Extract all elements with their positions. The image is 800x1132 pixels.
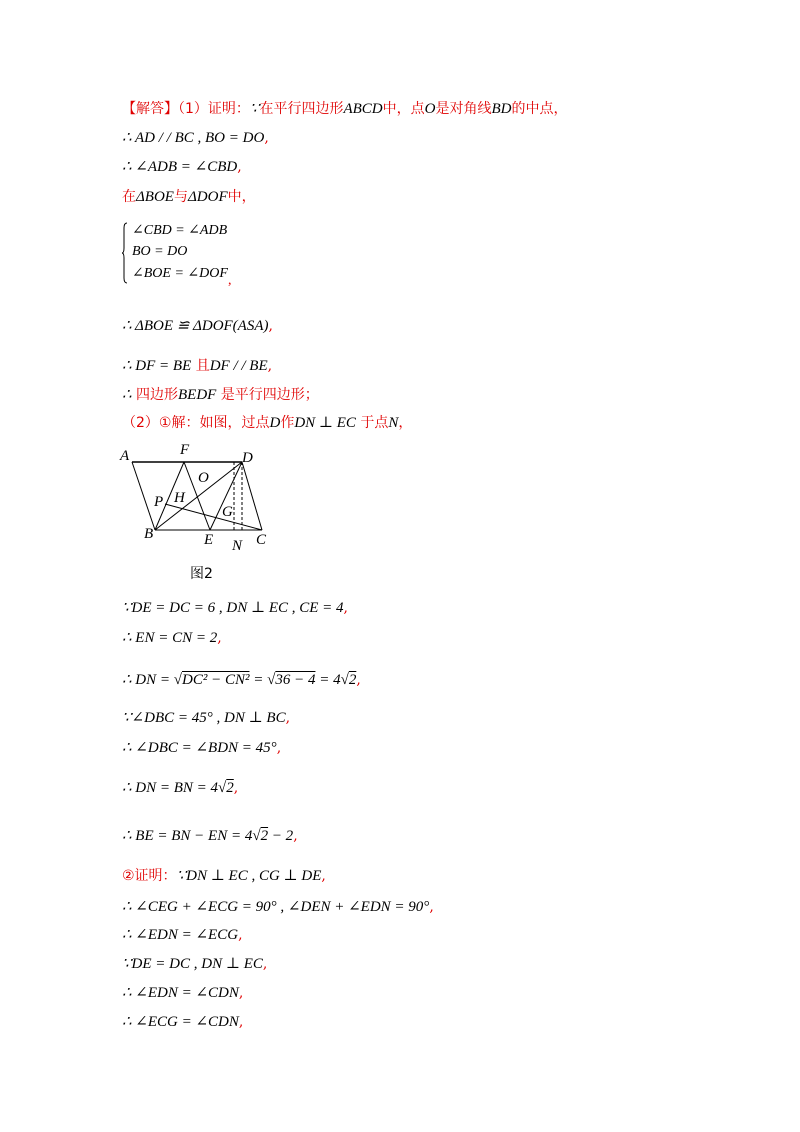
segment-dc [242, 462, 262, 530]
proof-line [122, 897, 434, 917]
sqrt-icon: √ [267, 672, 276, 688]
math: N [388, 415, 399, 431]
punct: , [429, 899, 434, 915]
point-label-a: A [120, 448, 130, 464]
text: 是对角线 [435, 101, 492, 117]
figure-caption: 图2 [190, 566, 213, 582]
radicand: 2 [226, 780, 234, 796]
part2b-label: ②证明： [122, 868, 177, 884]
math: ∵DE = DC , DN ⊥ EC [122, 956, 263, 972]
proof-line [122, 670, 361, 690]
punct: , [343, 600, 348, 616]
text: 是平行四边形； [220, 387, 319, 403]
text: ， [398, 415, 413, 431]
text: 在 [122, 189, 136, 205]
text: 的中点， [511, 101, 568, 117]
punct: , [321, 868, 326, 884]
proof-line [122, 983, 243, 1003]
system-row: ∠BOE = ∠DOF [132, 266, 228, 281]
text: 中，点 [382, 101, 425, 117]
proof-line [122, 316, 273, 336]
math: O [424, 101, 436, 117]
radicand: 36 − 4 [275, 672, 316, 688]
math: ∴ EN = CN = 2 [122, 630, 218, 646]
proof-line [122, 598, 348, 618]
math: ∴ DN = BN = 4 [122, 780, 219, 796]
math: = [249, 672, 268, 688]
proof-line [122, 708, 290, 728]
math: ∴ BE = BN − EN = 4 [122, 828, 253, 844]
point-label-p: P [154, 494, 164, 510]
math: − 2 [268, 828, 294, 844]
math: ∴ ΔBOE ≌ ΔDOF(ASA) [122, 318, 269, 334]
math: ∴ ∠DBC = ∠BDN = 45° [122, 740, 277, 756]
left-brace-icon [122, 222, 128, 284]
sqrt-icon: √ [218, 780, 227, 796]
math: BD [491, 101, 512, 117]
proof-line [122, 925, 243, 945]
math: ∵∠DBC = 45° , DN ⊥ BC [122, 710, 286, 726]
math: ∴ ∠EDN = ∠CDN [122, 985, 239, 1001]
proof-line [122, 157, 242, 177]
proof-line [122, 738, 281, 758]
proof-line [122, 628, 222, 648]
math: ∴ ∠ECG = ∠CDN [122, 1014, 239, 1030]
proof-line [122, 128, 269, 148]
sqrt-icon: √ [173, 672, 182, 688]
point-label-c: C [256, 532, 267, 548]
text: 中， [227, 189, 256, 205]
proof-line [122, 187, 256, 207]
point-label-n: N [232, 538, 243, 554]
text: 与 [173, 189, 188, 205]
math: ∴ AD / / BC , BO = DO [122, 130, 265, 146]
sqrt-icon: √ [340, 672, 349, 688]
because-symbol: ∵ [249, 101, 260, 117]
math: ∴ [122, 387, 132, 403]
punct: , [268, 318, 273, 334]
point-label-g: G [222, 504, 233, 520]
math: ΔDOF [187, 189, 228, 205]
math: ∴ DF = BE [122, 358, 192, 374]
text: （2）①解：如图，过点 [122, 415, 270, 431]
math: DF / / BE [209, 358, 268, 374]
math: = 4 [315, 672, 341, 688]
math: ∴ ∠CEG + ∠ECG = 90° , ∠DEN + ∠EDN = 90° [122, 899, 430, 915]
solution-heading-line [122, 99, 567, 119]
part1-label: （1）证明： [178, 101, 250, 117]
segment-ab [132, 462, 155, 530]
punct: , [267, 358, 273, 374]
system-row: BO = DO [132, 244, 188, 259]
punct: , [217, 630, 222, 646]
equation-system [122, 222, 322, 292]
radicand: DC² − CN² [182, 672, 250, 688]
text: 于点 [360, 415, 389, 431]
parallelogram-diagram [118, 446, 278, 556]
punct: , [238, 1014, 244, 1030]
punct: , [276, 740, 282, 756]
punct: , [228, 273, 232, 288]
math: ∴ ∠EDN = ∠ECG [122, 927, 239, 943]
radicand: 2 [348, 672, 357, 688]
point-label-f: F [180, 442, 190, 458]
point-label-o: O [198, 470, 209, 486]
math: D [269, 415, 281, 431]
text: 在平行四边形 [259, 101, 344, 117]
part2-heading-line [122, 413, 412, 433]
proof-line [122, 385, 319, 405]
system-row: ∠CBD = ∠ADB [132, 223, 228, 238]
proof-line [122, 954, 267, 974]
math: ∴ DN = [122, 672, 174, 688]
math: DN ⊥ EC [294, 415, 356, 431]
punct: , [356, 672, 361, 688]
point-label-h: H [174, 490, 185, 506]
punct: , [262, 956, 268, 972]
punct: , [293, 828, 298, 844]
math: ∵DN ⊥ EC , CG ⊥ DE [176, 868, 322, 884]
point-label-d: D [242, 450, 253, 466]
segment-pc [165, 504, 262, 530]
math: ABCD [343, 101, 383, 117]
math: ΔBOE [136, 189, 174, 205]
proof-line [122, 356, 272, 376]
math: BEDF [178, 387, 217, 403]
punct: , [237, 159, 242, 175]
proof-line [122, 826, 298, 846]
punct: , [238, 985, 244, 1001]
point-label-b: B [144, 526, 154, 542]
text: 四边形 [136, 387, 178, 403]
text: 作 [280, 415, 295, 431]
text: 且 [195, 358, 210, 374]
punct: , [264, 130, 269, 146]
punct: , [285, 710, 291, 726]
sqrt-icon: √ [252, 828, 261, 844]
radicand: 2 [260, 828, 269, 844]
proof-line [122, 778, 238, 798]
proof-line [122, 1012, 243, 1032]
solution-tag: 【解答】 [122, 101, 178, 117]
punct: , [238, 927, 243, 943]
punct: , [233, 780, 239, 796]
point-label-e: E [204, 532, 214, 548]
math: ∵DE = DC = 6 , DN ⊥ EC , CE = 4 [122, 600, 344, 616]
proof-line [122, 866, 326, 886]
math: ∴ ∠ADB = ∠CBD [122, 159, 238, 175]
